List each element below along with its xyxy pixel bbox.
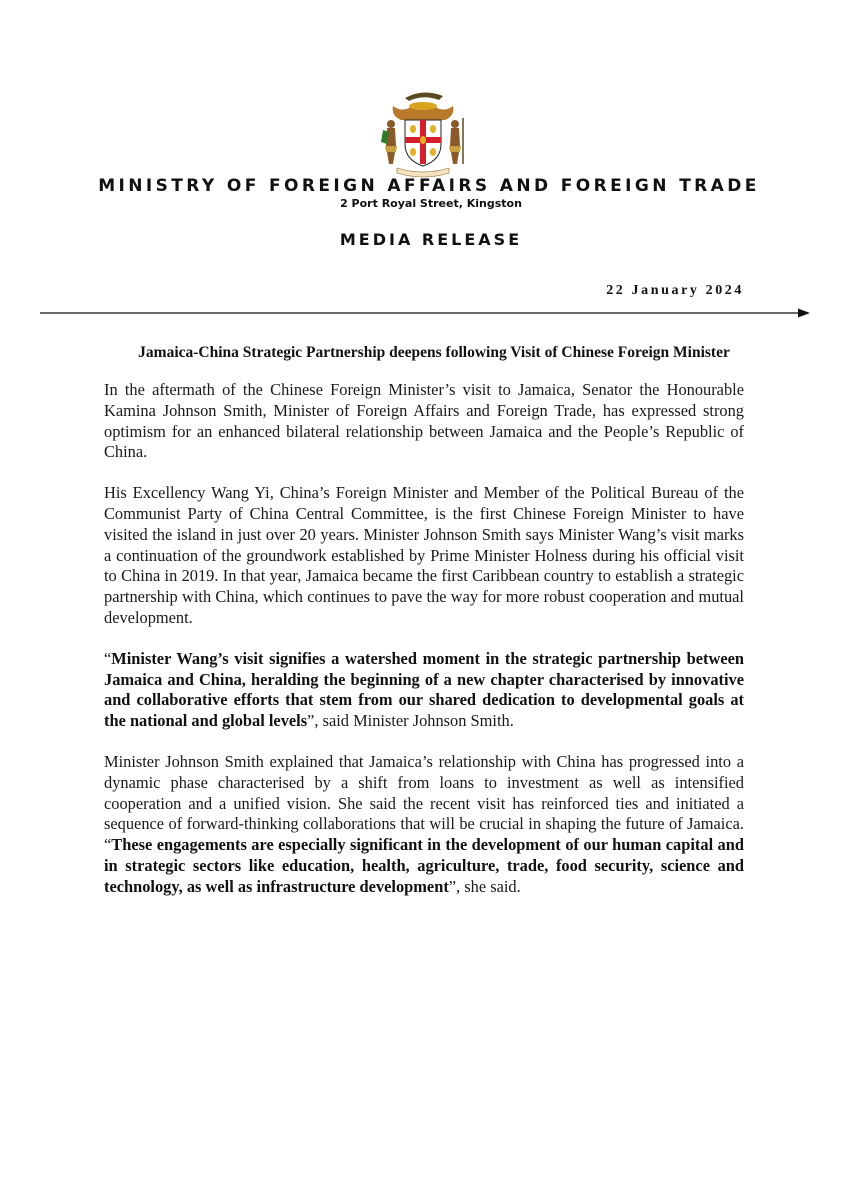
ministry-address: 2 Port Royal Street, Kingston xyxy=(340,197,522,210)
paragraph-4 xyxy=(104,752,744,898)
release-date: 22 January 2024 xyxy=(606,283,744,298)
ministry-name: MINISTRY OF FOREIGN AFFAIRS AND FOREIGN TRADE xyxy=(98,176,760,196)
paragraph-4-intro: Minister Johnson Smith explained that Jamaica’s relationship with China has progressed into a dynamic phase characterised by a shift from loans to investment as well as intensified cooperation and a unified vision. She said the recent visit has reinforced ties and initiated a sequence of forward-thinking collaborations that will be crucial in shaping the future of Jamaica. “ xyxy=(104,751,744,855)
paragraph-4-quote: These engagements are especially significant in the development of our human capital and in strategic sectors like education, health, agriculture, trade, food security, science and technology, as well as infrastructure development xyxy=(104,835,744,896)
paragraph-3-quote: Minister Wang’s visit signifies a watershed moment in the strategic partnership between Jamaica and China, heralding the beginning of a new chapter characterised by innovative and collaborative efforts that stem from our shared dedication to developmental goals at the national and global levels xyxy=(104,648,744,731)
paragraph-3-open-quote: “ xyxy=(104,648,112,668)
media-release-label: MEDIA RELEASE xyxy=(339,230,523,249)
paragraph-3 xyxy=(104,649,744,732)
paragraph-3-attribution: ”, said Minister Johnson Smith. xyxy=(307,711,514,731)
paragraph-2: His Excellency Wang Yi, China’s Foreign Minister and Member of the Political Bureau of the Communist Party of China Central Committee, is the first Chinese Foreign Minister to have visited the island in just over 20 years. Minister Johnson Smith says Minister Wang’s visit marks a continuation of the groundwork established by Prime Minister Holness during his official visit to China in 2019. In that year, Jamaica became the first Caribbean country to establish a strategic partnership with China, which continues to pave the way for more robust cooperation and mutual development. xyxy=(104,483,744,627)
arrow-divider xyxy=(40,307,810,319)
headline: Jamaica-China Strategic Partnership deepens following Visit of Chinese Foreign Minister xyxy=(138,344,730,361)
coat-of-arms-emblem xyxy=(371,86,475,178)
article-body xyxy=(104,380,744,918)
paragraph-1: In the aftermath of the Chinese Foreign Minister’s visit to Jamaica, Senator the Honourable Kamina Johnson Smith, Minister of Foreign Affairs and Foreign Trade, has expressed strong optimism for an enhanced bilateral relationship between Jamaica and the People’s Republic of China. xyxy=(104,380,744,462)
paragraph-4-attribution: ”, she said. xyxy=(448,876,521,896)
